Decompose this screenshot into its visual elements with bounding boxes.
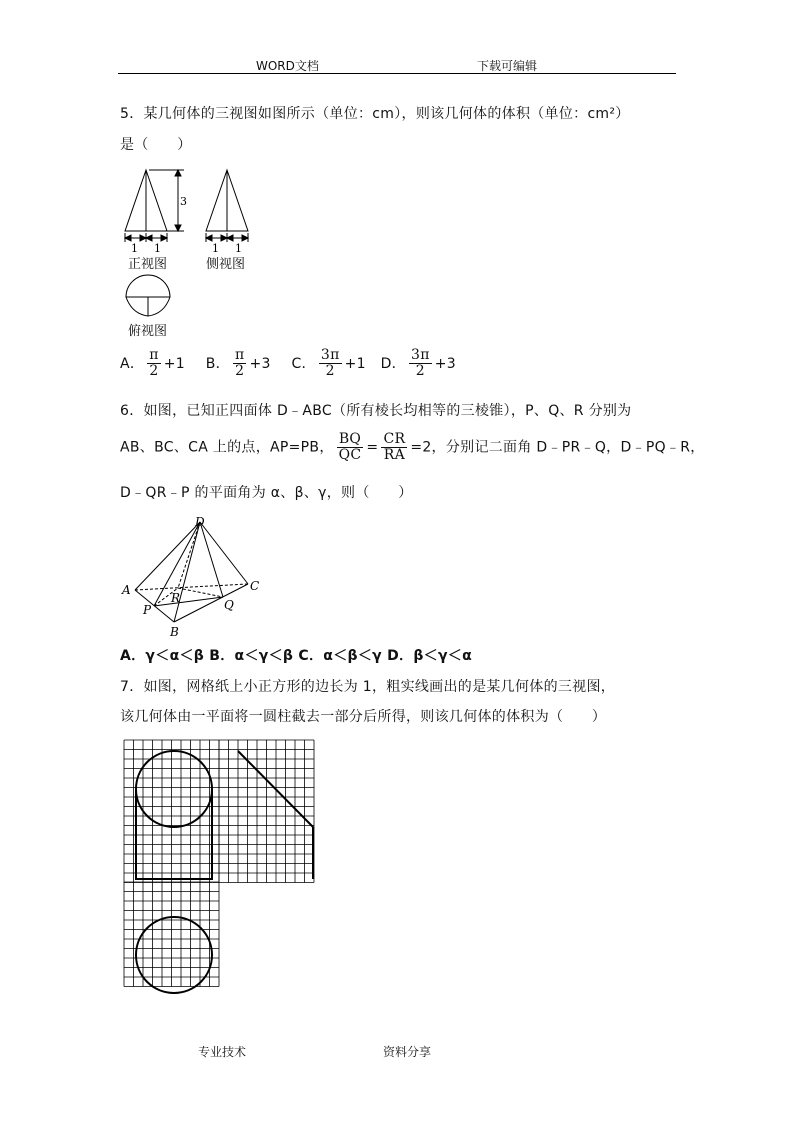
q6-point-c: C [250, 579, 260, 593]
q6-text-line3: D﹣QR﹣P 的平面角为 α、β、γ，则（ ） [120, 485, 413, 501]
q6-text-line2: AB、BC、CA 上的点，AP=PB， $\frac{BQ}{QC}$ = $\frac{CR}{RA}$ =2，分别记二面角 D﹣PR﹣Q，D﹣PQ﹣R， [120, 431, 705, 463]
q5-top-view-label: 俯视图 [128, 324, 168, 339]
q5-option-a[interactable]: A． $\frac{\pi}{2}$ +1 [120, 347, 185, 379]
q5-dim-height: 3 [180, 195, 187, 208]
q5-option-b[interactable]: B． $\frac{\pi}{2}$ +3 [205, 347, 271, 379]
q5-side-view-label: 侧视图 [206, 257, 246, 272]
q6-tetrahedron-figure [118, 512, 278, 640]
q5-dim-front-right: 1 [154, 242, 161, 255]
q5-top-view [126, 275, 170, 316]
q5-side-view [206, 170, 248, 242]
q5-options [120, 348, 456, 379]
q6-options[interactable]: A．γ＜α＜β B．α＜γ＜β C．α＜β＜γ D．β＜γ＜α [120, 648, 473, 664]
q7-text-line2: 该几何体由一平面将一圆柱截去一部分后所得，则该几何体的体积为（ ） [120, 709, 607, 725]
q5-dim-side-left: 1 [212, 242, 219, 255]
q5-front-view-label: 正视图 [128, 257, 168, 272]
q7-grid-side [219, 740, 314, 883]
q6-point-b: B [170, 625, 179, 639]
header-right: 下载可编辑 [477, 59, 538, 73]
footer-right: 资料分享 [383, 1045, 432, 1059]
q6-point-a: A [122, 583, 131, 597]
q6-point-r: R [171, 591, 181, 605]
q6-point-d: D [195, 515, 205, 529]
q5-dim-side-right: 1 [235, 242, 242, 255]
q7-grid-three-views [118, 734, 333, 998]
header-left: WORD文档 [256, 59, 319, 73]
q5-text-line2: 是（ ） [120, 137, 192, 153]
q5-front-view [125, 170, 184, 242]
header-divider [118, 73, 676, 74]
footer-left: 专业技术 [198, 1045, 247, 1059]
q6-text-line1: 6．如图，已知正四面体 D﹣ABC（所有棱长均相等的三棱锥），P、Q、R 分别为 [120, 403, 632, 419]
q5-option-d[interactable]: D． $\frac{3\pi}{2}$ +3 [380, 347, 456, 379]
q5-option-c[interactable]: C． $\frac{3\pi}{2}$ +1 [291, 347, 366, 379]
q5-text-line1: 5．某几何体的三视图如图所示（单位：cm），则该几何体的体积（单位：cm²） [120, 106, 630, 122]
q5-dim-front-left: 1 [131, 242, 138, 255]
q6-point-p: P [143, 603, 152, 617]
q7-text-line1: 7．如图，网格纸上小正方形的边长为 1，粗实线画出的是某几何体的三视图， [120, 679, 616, 695]
q6-point-q: Q [224, 598, 234, 612]
